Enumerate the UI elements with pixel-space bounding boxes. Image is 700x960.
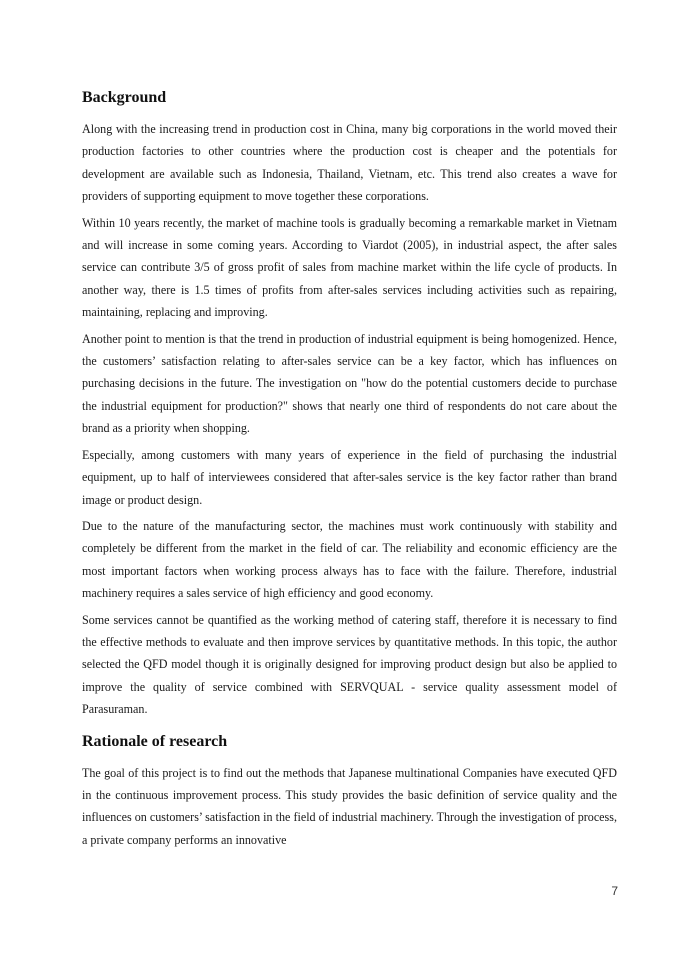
- heading-background: Background: [82, 89, 167, 106]
- paragraph: Another point to mention is that the trend in production of industrial equipment is being homogenized. Hence, the customers’ satisfaction relating to after-sales service can be a key factor, which has influences on purchasing decisions in the future. The investigation on "how do the potential customers decide to purchase the industrial equipment for production?" shows that nearly one third of respondents do not care about the brand as a priority when shopping.: [82, 331, 617, 436]
- paragraph: Due to the nature of the manufacturing sector, the machines must work continuously with stability and completely be different from the market in the field of car. The reliability and economic efficiency are the most important factors when working process always has to face with the failure. Therefore, industrial machinery requires a sales service of high efficiency and good economy.: [82, 518, 617, 601]
- page-number: 7: [611, 884, 618, 898]
- heading-rationale: Rationale of research: [82, 732, 228, 750]
- paragraph: Some services cannot be quantified as the working method of catering staff, therefore it is necessary to find the effective methods to evaluate and then improve services by quantitative methods. In this topic, the author selected the QFD model though it is originally designed for improving product design but also be applied to improve the quality of service combined with SERVQUAL - service quality assessment model of Parasuraman.: [82, 612, 617, 717]
- paragraph: Along with the increasing trend in production cost in China, many big corporations in the world moved their production factories to other countries where the production cost is cheaper and the potentials for development are available such as Indonesia, Thailand, Vietnam, etc. This trend also creates a wave for providers of supporting equipment to move together these corporations.: [82, 122, 617, 204]
- paragraph: The goal of this project is to find out the methods that Japanese multinational Companies have executed QFD in the continuous improvement process. This study provides the basic definition of service quality and the influences on customers’ satisfaction in the field of industrial machinery. Through the investigation of process, a private company performs an innovative: [82, 765, 617, 847]
- document-page: [82, 86, 617, 855]
- paragraph: Especially, among customers with many years of experience in the field of purchasing the industrial equipment, up to half of interviewees considered that after-sales service is the key factor rather than brand image or product design.: [82, 447, 617, 507]
- paragraph: Within 10 years recently, the market of machine tools is gradually becoming a remarkable market in Vietnam and will increase in some coming years. According to Viardot (2005), in industrial aspect, the after sales service can contribute 3/5 of gross profit of sales from machine market within the life cycle of products. In another way, there is 1.5 times of profits from after-sales services including activities such as repairing, maintaining, replacing and improving.: [82, 215, 617, 320]
